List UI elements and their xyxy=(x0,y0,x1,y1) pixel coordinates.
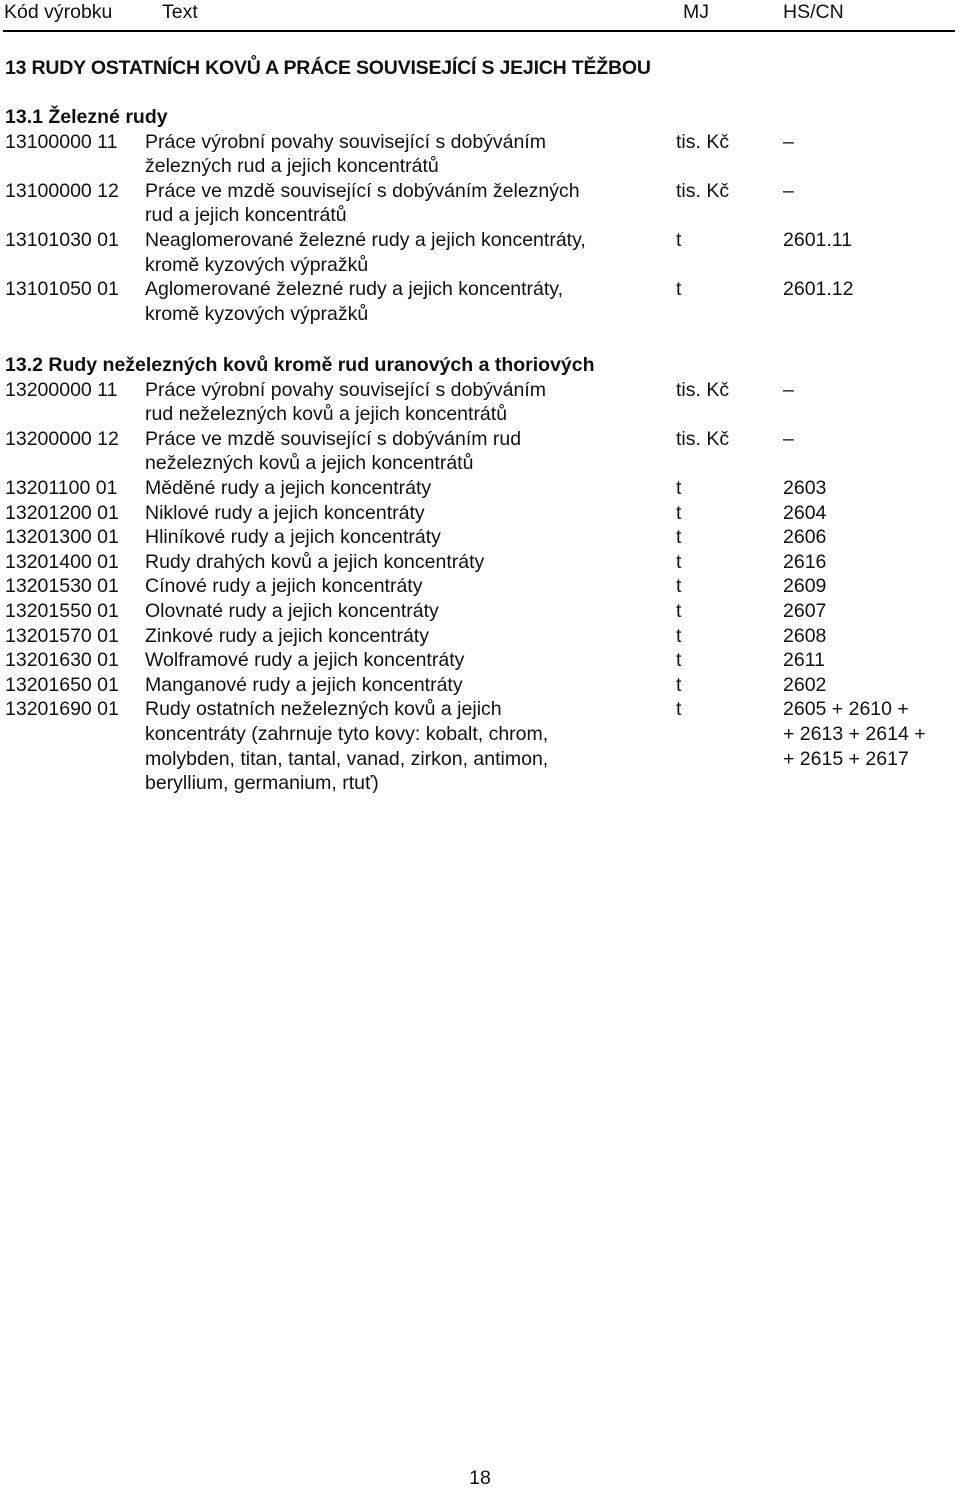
header-mj: MJ xyxy=(683,1,709,23)
hs-cn-line: 2609 xyxy=(783,575,827,598)
description-line: Rudy ostatních neželezných kovů a jejich xyxy=(145,698,502,721)
product-description xyxy=(145,550,660,575)
product-code: 13200000 11 xyxy=(5,378,118,401)
description-line: Práce ve mzdě související s dobýváním železných xyxy=(145,179,580,202)
description-line: Manganové rudy a jejich koncentráty xyxy=(145,673,463,696)
header-code: Kód výrobku xyxy=(4,1,113,23)
hs-cn-line: 2601.12 xyxy=(783,278,854,301)
hs-cn-code xyxy=(783,228,852,253)
unit-of-measure: t xyxy=(676,600,682,622)
product-code: 13200000 12 xyxy=(5,427,119,450)
unit-of-measure: tis. Kč xyxy=(676,130,730,153)
product-code: 13101030 01 xyxy=(5,229,119,251)
description-line: Wolframové rudy a jejich koncentráty xyxy=(145,649,465,672)
product-description xyxy=(145,599,660,624)
description-line: kromě kyzových výpražků xyxy=(145,302,369,325)
hs-cn-code xyxy=(783,574,826,599)
unit-of-measure: t xyxy=(676,673,682,696)
section-heading: 13.2 Rudy neželezných kovů kromě rud uranových a thoriových xyxy=(5,354,595,376)
product-description xyxy=(145,624,660,649)
product-description xyxy=(145,130,660,179)
hs-cn-line: 2601.11 xyxy=(783,229,853,251)
description-line: Práce výrobní povahy související s dobýváním xyxy=(145,130,547,153)
product-description xyxy=(145,697,660,795)
hs-cn-line: + 2615 + 2617 xyxy=(783,747,909,770)
hs-cn-line: – xyxy=(783,179,794,202)
hs-cn-code xyxy=(783,427,794,452)
product-description xyxy=(145,476,660,501)
hs-cn-line: – xyxy=(783,378,794,401)
product-description xyxy=(145,427,660,476)
hs-cn-code xyxy=(783,673,826,698)
hs-cn-code xyxy=(783,697,926,771)
hs-cn-line: 2605 + 2610 + xyxy=(783,698,909,721)
unit-of-measure: t xyxy=(676,229,682,251)
hs-cn-code xyxy=(783,179,794,204)
column-header xyxy=(0,0,960,30)
hs-cn-line: 2602 xyxy=(783,673,827,696)
product-code: 13201400 01 xyxy=(5,550,119,573)
description-line: neželezných kovů a jejich koncentrátů xyxy=(145,452,474,475)
hs-cn-line: + 2613 + 2614 + xyxy=(783,722,926,745)
product-description xyxy=(145,179,660,228)
chapter-heading: 13 RUDY OSTATNÍCH KOVŮ A PRÁCE SOUVISEJÍCÍ S JEJICH TĚŽBOU xyxy=(5,57,651,79)
product-code: 13100000 11 xyxy=(5,130,118,153)
product-code: 13201630 01 xyxy=(5,649,119,672)
product-code: 13101050 01 xyxy=(5,278,119,301)
description-line: koncentráty (zahrnuje tyto kovy: kobalt, chrom, xyxy=(145,722,549,745)
product-description xyxy=(145,228,660,277)
unit-of-measure: t xyxy=(676,575,682,598)
product-code: 13201200 01 xyxy=(5,501,119,524)
hs-cn-code xyxy=(783,624,826,649)
hs-cn-line: 2608 xyxy=(783,624,827,647)
description-line: Rudy drahých kovů a jejich koncentráty xyxy=(145,550,485,573)
product-code: 13201650 01 xyxy=(5,673,119,696)
unit-of-measure: tis. Kč xyxy=(676,427,730,450)
description-line: Cínové rudy a jejich koncentráty xyxy=(145,575,423,598)
product-description xyxy=(145,501,660,526)
header-text: Text xyxy=(162,1,198,23)
description-line: Práce ve mzdě související s dobýváním rud xyxy=(145,427,522,450)
product-code: 13201530 01 xyxy=(5,575,119,598)
description-line: Hliníkové rudy a jejich koncentráty xyxy=(145,526,441,549)
description-line: Olovnaté rudy a jejich koncentráty xyxy=(145,600,439,622)
description-line: rud a jejich koncentrátů xyxy=(145,204,347,227)
product-description xyxy=(145,277,660,326)
hs-cn-line: 2606 xyxy=(783,526,827,549)
hs-cn-code xyxy=(783,648,825,673)
description-line: Niklové rudy a jejich koncentráty xyxy=(145,501,425,524)
description-line: Neaglomerované železné rudy a jejich koncentráty, xyxy=(145,229,586,251)
unit-of-measure: t xyxy=(676,278,682,301)
hs-cn-line: 2616 xyxy=(783,550,827,573)
product-code: 13201550 01 xyxy=(5,600,119,622)
product-code: 13201100 01 xyxy=(5,477,118,499)
product-code: 13100000 12 xyxy=(5,179,119,202)
unit-of-measure: tis. Kč xyxy=(676,378,730,401)
header-divider xyxy=(3,30,955,32)
unit-of-measure: t xyxy=(676,698,682,721)
unit-of-measure: t xyxy=(676,624,682,647)
hs-cn-line: – xyxy=(783,427,794,450)
product-description xyxy=(145,648,660,673)
product-code: 13201300 01 xyxy=(5,526,119,549)
product-description xyxy=(145,378,660,427)
unit-of-measure: t xyxy=(676,550,682,573)
hs-cn-line: 2603 xyxy=(783,477,827,499)
description-line: kromě kyzových výpražků xyxy=(145,253,369,276)
hs-cn-code xyxy=(783,476,826,501)
description-line: Práce výrobní povahy související s dobýváním xyxy=(145,378,547,401)
product-description xyxy=(145,574,660,599)
unit-of-measure: t xyxy=(676,477,682,499)
page-number: 18 xyxy=(469,1467,491,1489)
section-heading: 13.1 Železné rudy xyxy=(5,106,168,128)
description-line: železných rud a jejich koncentrátů xyxy=(145,155,439,178)
hs-cn-code xyxy=(783,130,794,155)
description-line: molybden, titan, tantal, vanad, zirkon, antimon, xyxy=(145,747,549,770)
unit-of-measure: tis. Kč xyxy=(676,179,730,202)
hs-cn-code xyxy=(783,501,826,526)
header-hs: HS/CN xyxy=(783,1,844,23)
hs-cn-line: – xyxy=(783,130,794,153)
product-code: 13201690 01 xyxy=(5,698,119,721)
description-line: Zinkové rudy a jejich koncentráty xyxy=(145,624,429,647)
description-line: rud neželezných kovů a jejich koncentrátů xyxy=(145,403,508,426)
description-line: beryllium, germanium, rtuť) xyxy=(145,772,379,795)
product-description xyxy=(145,673,660,698)
hs-cn-code xyxy=(783,525,826,550)
unit-of-measure: t xyxy=(676,649,682,672)
product-code: 13201570 01 xyxy=(5,624,119,647)
unit-of-measure: t xyxy=(676,501,682,524)
hs-cn-code xyxy=(783,277,854,302)
hs-cn-code xyxy=(783,599,826,624)
hs-cn-code xyxy=(783,550,826,575)
hs-cn-line: 2604 xyxy=(783,501,827,524)
hs-cn-line: 2607 xyxy=(783,600,827,622)
product-description xyxy=(145,525,660,550)
hs-cn-code xyxy=(783,378,794,403)
unit-of-measure: t xyxy=(676,526,682,549)
description-line: Aglomerované železné rudy a jejich koncentráty, xyxy=(145,278,564,301)
description-line: Měděné rudy a jejich koncentráty xyxy=(145,477,432,499)
hs-cn-line: 2611 xyxy=(783,649,825,672)
